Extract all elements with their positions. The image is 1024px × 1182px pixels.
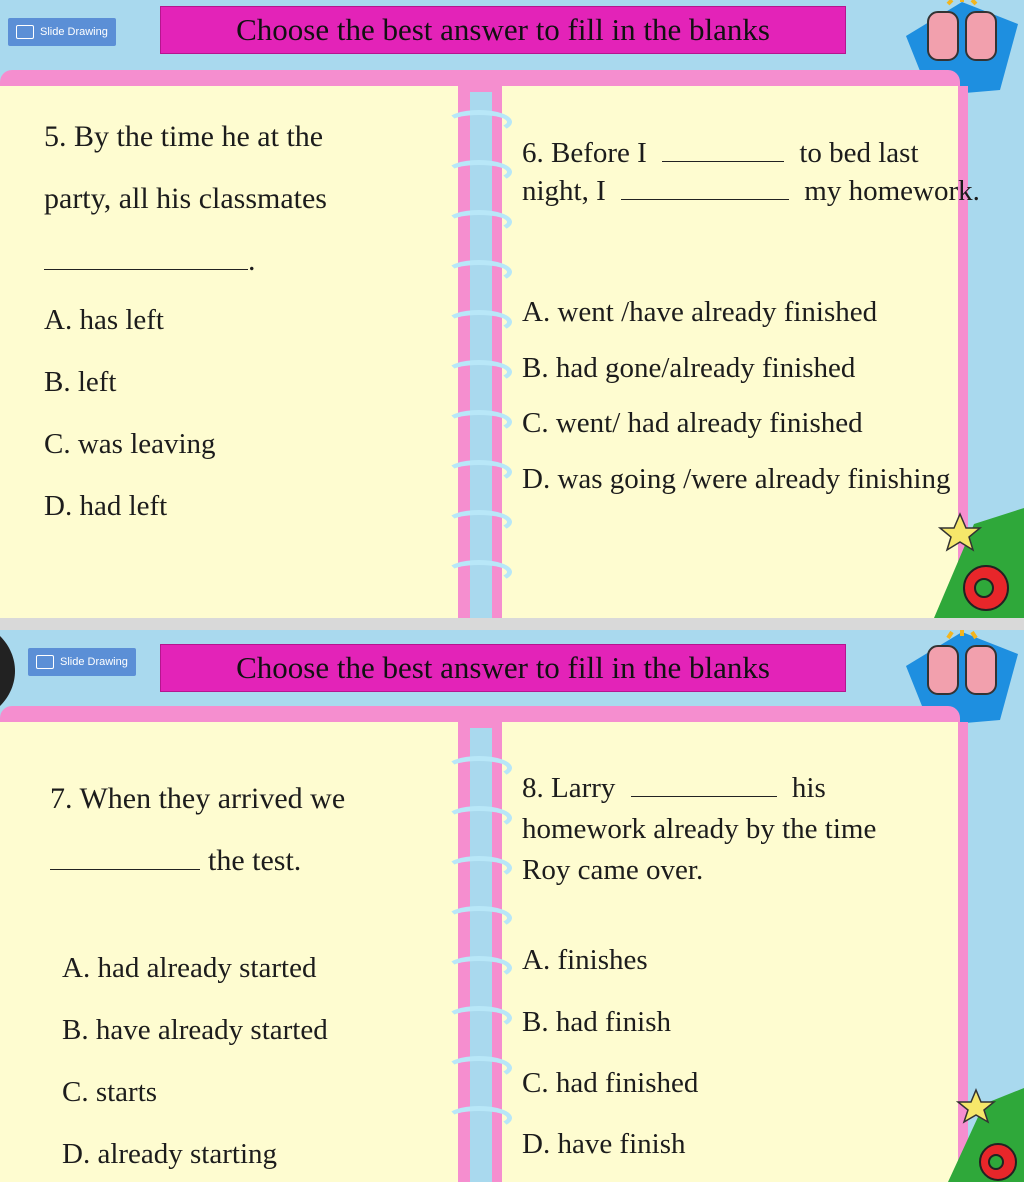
option-5a[interactable]: A. has left: [44, 304, 164, 336]
ring: [446, 1106, 512, 1130]
option-8a[interactable]: A. finishes: [522, 944, 648, 976]
question-line: [522, 768, 876, 809]
notebook-rings: [446, 110, 526, 610]
option-8d[interactable]: D. have finish: [522, 1128, 686, 1160]
ring: [446, 756, 512, 780]
option-6b[interactable]: B. had gone/already finished: [522, 352, 856, 384]
question-7: [50, 768, 345, 892]
ring: [446, 110, 512, 134]
ring: [446, 460, 512, 484]
ok-hand-icon: [934, 508, 1024, 618]
option-8b[interactable]: B. had finish: [522, 1006, 672, 1038]
badge-label: Slide Drawing: [40, 26, 108, 38]
ring: [446, 310, 512, 334]
pen-icon: [36, 655, 54, 669]
option-5c[interactable]: C. was leaving: [44, 428, 216, 460]
pen-icon: [16, 25, 34, 39]
question-line: 7. When they arrived we: [50, 782, 346, 815]
ring: [446, 510, 512, 534]
badge-label: Slide Drawing: [60, 656, 128, 668]
ring: [446, 260, 512, 284]
slide-drawing-badge[interactable]: [28, 648, 136, 676]
question-line: party, all his classmates: [44, 182, 327, 215]
question-text: the test.: [208, 844, 302, 877]
ring: [446, 210, 512, 234]
punctuation: .: [248, 244, 256, 277]
question-8: [522, 768, 876, 891]
ring: [446, 160, 512, 184]
slide-drawing-badge[interactable]: [8, 18, 116, 46]
question-line: [522, 134, 980, 172]
ring: [446, 410, 512, 434]
answer-blank: [50, 843, 200, 870]
answer-blank: [621, 173, 789, 200]
option-7b[interactable]: B. have already started: [62, 1014, 328, 1046]
ok-hand-icon: [944, 1086, 1024, 1182]
option-6c[interactable]: C. went/ had already finished: [522, 407, 863, 439]
ring: [446, 560, 512, 584]
option-5b[interactable]: B. left: [44, 366, 117, 398]
question-line: Roy came over.: [522, 854, 704, 886]
question-5: [44, 106, 327, 292]
option-5d[interactable]: D. had left: [44, 490, 168, 522]
option-7d[interactable]: D. already starting: [62, 1138, 278, 1170]
question-text: 6. Before I: [522, 137, 647, 169]
slide-separator: [0, 618, 1024, 630]
slide-title: Choose the best answer to fill in the blanks: [160, 644, 846, 692]
ring: [446, 806, 512, 830]
ring: [446, 1056, 512, 1080]
option-6a[interactable]: A. went /have already finished: [522, 296, 878, 328]
slide-2: [0, 630, 1024, 1182]
question-line: 5. By the time he at the: [44, 120, 324, 153]
ring: [446, 856, 512, 880]
option-6d[interactable]: D. was going /were already finishing: [522, 463, 951, 495]
question-text: my homework.: [804, 175, 980, 207]
option-8c[interactable]: C. had finished: [522, 1067, 699, 1099]
question-6: [522, 134, 980, 210]
question-line: homework already by the time: [522, 813, 877, 845]
question-text: to bed last: [799, 137, 919, 169]
ring: [446, 1006, 512, 1030]
question-line: [522, 172, 980, 210]
option-7a[interactable]: A. had already started: [62, 952, 317, 984]
answer-blank: [662, 135, 784, 162]
answer-blank: [631, 770, 777, 797]
answer-blank: [44, 243, 248, 270]
notebook-rings: [446, 756, 526, 1182]
question-text: his: [791, 772, 826, 804]
question-text: 8. Larry: [522, 772, 616, 804]
ring: [446, 360, 512, 384]
question-text: night, I: [522, 175, 606, 207]
option-7c[interactable]: C. starts: [62, 1076, 158, 1108]
question-line: [50, 830, 345, 892]
crescent-decoration: [0, 636, 20, 706]
ring: [446, 906, 512, 930]
question-line: [44, 230, 327, 292]
ring: [446, 956, 512, 980]
slide-title: Choose the best answer to fill in the blanks: [160, 6, 846, 54]
